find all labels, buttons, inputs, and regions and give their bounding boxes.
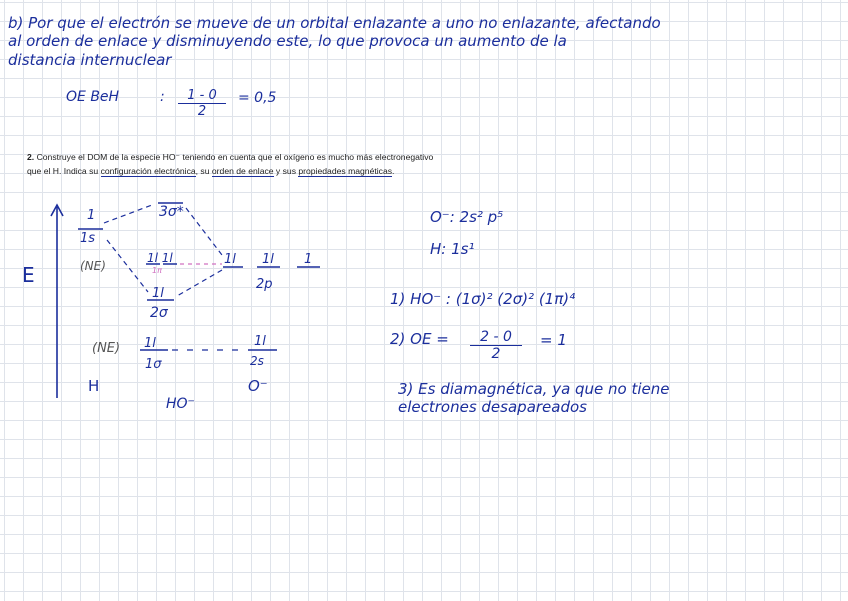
question-2-middle: , su bbox=[195, 166, 212, 176]
molecule-label: HO⁻ bbox=[166, 396, 195, 412]
answer-2-label: 2) OE = bbox=[390, 330, 449, 348]
pi-nonbonding-electrons: 1l 1l bbox=[147, 251, 173, 265]
question-2-prefix: que el H. Indica su bbox=[27, 166, 101, 176]
pi-label: 1π bbox=[152, 266, 162, 275]
o-2p-label: 2p bbox=[256, 277, 273, 292]
o-2s-electrons: 1l bbox=[254, 334, 266, 349]
sigma2-electrons: 1l bbox=[152, 286, 164, 301]
question-2-link-order: orden de enlace bbox=[211, 166, 274, 176]
energy-label: E bbox=[22, 263, 35, 287]
beh-bond-order-label: OE BeH bbox=[66, 89, 120, 105]
sigma-star-to-2p bbox=[186, 208, 222, 255]
answer-2-denominator: 2 bbox=[491, 346, 501, 362]
answer-2-fraction bbox=[470, 329, 522, 362]
part-b-line-2: al orden de enlace y disminuyendo este, lo que provoca un aumento de la bbox=[8, 32, 567, 50]
sigma1-electrons: 1l bbox=[144, 336, 156, 351]
h-1s-electrons: 1 bbox=[87, 208, 96, 223]
sigma-star-label: 3σ* bbox=[159, 204, 184, 220]
question-2-text-1: Construye el DOM de la especie HO⁻ teniendo en cuenta que el oxígeno es mucho más electronegativo bbox=[36, 152, 434, 162]
answer-3-line-1: 3) Es diamagnética, ya que no tiene bbox=[398, 380, 670, 398]
sigma2-label: 2σ bbox=[150, 305, 168, 321]
answer-2-result: = 1 bbox=[540, 331, 567, 349]
question-number: 2. bbox=[27, 152, 35, 162]
answer-3-line-2: electrones desapareados bbox=[398, 398, 587, 416]
ne-label-bottom: (NE) bbox=[92, 341, 121, 356]
beh-result: = 0,5 bbox=[238, 90, 277, 106]
answer-2-numerator: 2 - 0 bbox=[470, 329, 522, 346]
h1s-to-sigma-star bbox=[104, 205, 152, 223]
o-2p-electron-3: 1 bbox=[304, 252, 313, 267]
question-2-and: y sus bbox=[273, 166, 299, 176]
beh-colon: : bbox=[160, 89, 165, 105]
answer-1-config: 1) HO⁻ : (1σ)² (2σ)² (1π)⁴ bbox=[390, 290, 576, 308]
question-2-link-config: configuración electrónica bbox=[100, 166, 196, 176]
question-2-end: . bbox=[392, 166, 395, 176]
o-2p-electron-1: 1l bbox=[224, 252, 236, 267]
part-b-line-1: b) Por que el electrón se mueve de un orbital enlazante a uno no enlazante, afectando bbox=[8, 14, 661, 32]
ne-label-top: (NE) bbox=[80, 259, 106, 273]
beh-numerator: 1 - 0 bbox=[178, 88, 226, 104]
o-2p-electron-2: 1l bbox=[262, 252, 274, 267]
h1s-to-sigma2 bbox=[107, 240, 148, 292]
h-atom-label: H bbox=[88, 377, 100, 395]
question-2-link-magnetic: propiedades magnéticas bbox=[298, 166, 393, 176]
o-electron-config: O⁻: 2s² p⁵ bbox=[430, 208, 504, 226]
part-b-line-3: distancia internuclear bbox=[8, 51, 172, 69]
o-atom-label: O⁻ bbox=[248, 377, 268, 395]
beh-denominator: 2 bbox=[197, 104, 207, 119]
o-2s-label: 2s bbox=[250, 354, 264, 368]
2p-to-sigma2 bbox=[177, 270, 222, 296]
sigma1-label: 1σ bbox=[145, 357, 162, 372]
h-1s-label: 1s bbox=[80, 231, 96, 246]
h-electron-config: H: 1s¹ bbox=[430, 240, 475, 258]
